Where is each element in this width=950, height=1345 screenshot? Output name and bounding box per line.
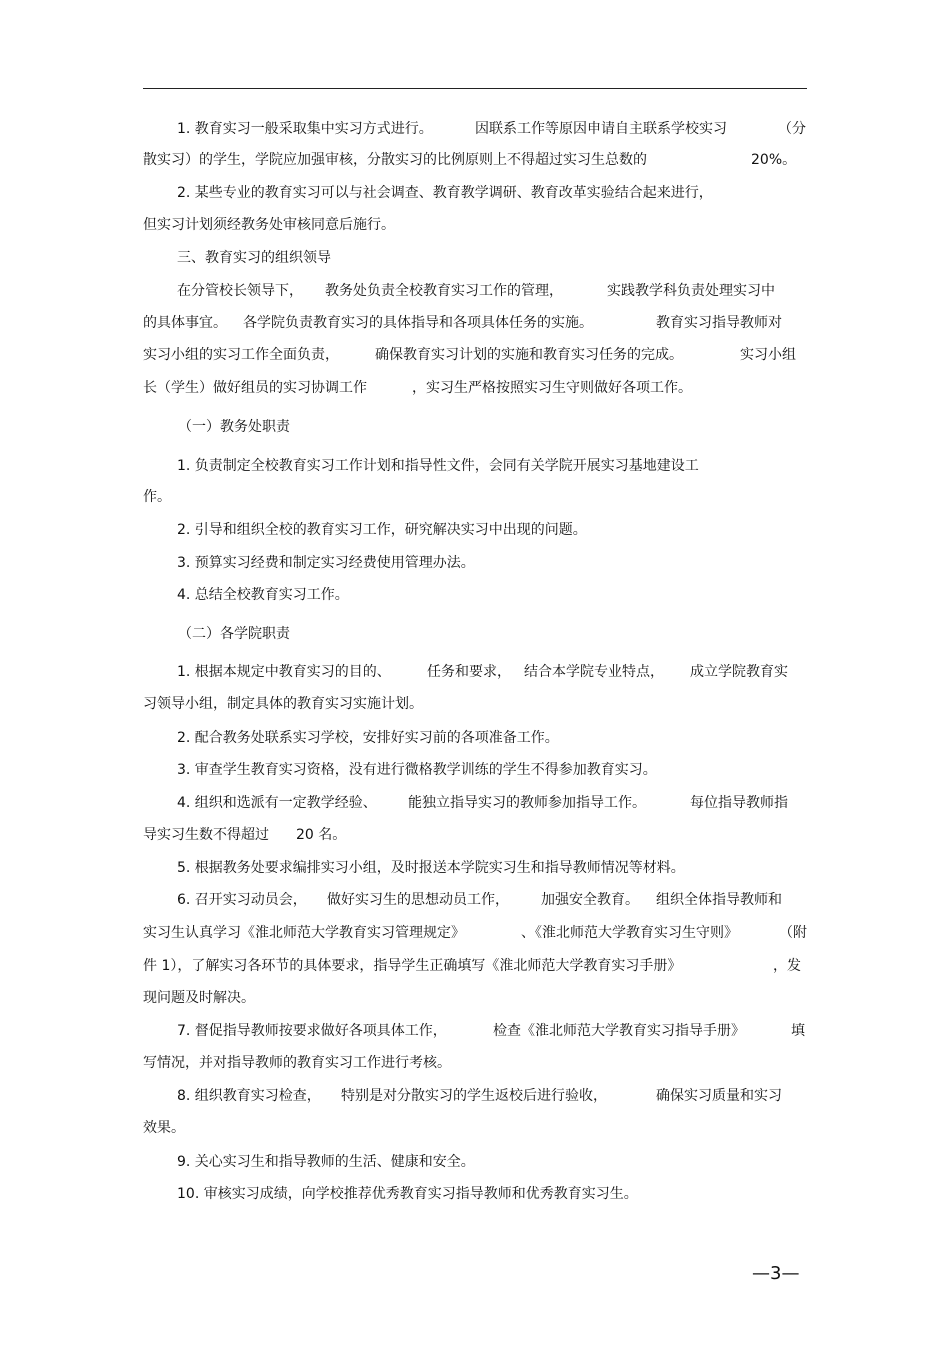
text-segment: 任务和要求， <box>427 664 511 680</box>
text-segment: 20%。 <box>751 152 797 168</box>
text-segment: 特别是对分散实习的学生返校后进行验收， <box>341 1088 607 1104</box>
text-segment: 的具体事宜。 <box>143 315 227 331</box>
text-segment: （一）教务处职责 <box>178 419 290 435</box>
page-number: —3— <box>752 1263 800 1284</box>
text-segment: 成立学院教育实 <box>690 664 788 680</box>
text-segment: 6. 召开实习动员会， <box>177 892 307 908</box>
text-segment: 长（学生）做好组员的实习协调工作 <box>143 380 367 396</box>
text-segment: 组织全体指导教师和 <box>656 892 782 908</box>
text-segment: 三、教育实习的组织领导 <box>177 250 331 266</box>
text-segment: 3. 预算实习经费和制定实习经费使用管理办法。 <box>177 555 475 571</box>
text-segment: 效果。 <box>143 1120 185 1136</box>
text-segment: 教育实习指导教师对 <box>656 315 782 331</box>
text-segment: 件 1），了解实习各环节的具体要求，指导学生正确填写《淮北师范大学教育实习手册》 <box>143 958 682 974</box>
text-segment: 4. 总结全校教育实习工作。 <box>177 587 349 603</box>
text-segment: 1. 根据本规定中教育实习的目的、 <box>177 664 391 680</box>
text-segment: 确保教育实习计划的实施和教育实习任务的完成。 <box>375 347 683 363</box>
text-segment: 3. 审查学生教育实习资格，没有进行微格教学训练的学生不得参加教育实习。 <box>177 762 657 778</box>
text-segment: （二）各学院职责 <box>178 626 290 642</box>
text-segment: 检查《淮北师范大学教育实习指导手册》 <box>493 1023 745 1039</box>
text-segment: 在分管校长领导下， <box>177 283 303 299</box>
text-segment: 实习生认真学习《淮北师范大学教育实习管理规定》 <box>143 925 465 941</box>
text-segment: 实践教学科负责处理实习中 <box>607 283 775 299</box>
text-segment: 10. 审核实习成绩，向学校推荐优秀教育实习指导教师和优秀教育实习生。 <box>177 1186 638 1202</box>
text-segment: 但实习计划须经教务处审核同意后施行。 <box>143 217 395 233</box>
text-segment: 做好实习生的思想动员工作， <box>327 892 509 908</box>
text-segment: （分 <box>778 121 806 137</box>
text-segment: 确保实习质量和实习 <box>656 1088 782 1104</box>
text-segment: 散实习）的学生，学院应加强审核，分散实习的比例原则上不得超过实习生总数的 <box>143 152 647 168</box>
text-segment: 每位指导教师指 <box>690 795 788 811</box>
text-segment: （附 <box>779 925 807 941</box>
text-segment: 加强安全教育。 <box>541 892 639 908</box>
text-segment: 8. 组织教育实习检查， <box>177 1088 321 1104</box>
text-segment: 1. 负责制定全校教育实习工作计划和指导性文件，会同有关学院开展实习基地建设工 <box>177 458 699 474</box>
text-segment: 结合本学院专业特点， <box>524 664 664 680</box>
text-segment: 实习小组的实习工作全面负责， <box>143 347 339 363</box>
text-segment: 现问题及时解决。 <box>143 990 255 1006</box>
text-segment: 各学院负责教育实习的具体指导和各项具体任务的实施。 <box>243 315 593 331</box>
text-segment: ，实习生严格按照实习生守则做好各项工作。 <box>412 380 692 396</box>
text-segment: 20 名。 <box>296 827 347 843</box>
text-segment: 7. 督促指导教师按要求做好各项具体工作， <box>177 1023 447 1039</box>
text-segment: 实习小组 <box>740 347 796 363</box>
text-segment: 1. 教育实习一般采取集中实习方式进行。 <box>177 121 433 137</box>
text-segment: ，发 <box>773 958 801 974</box>
text-segment: 9. 关心实习生和指导教师的生活、健康和安全。 <box>177 1154 475 1170</box>
text-segment: 因联系工作等原因申请自主联系学校实习 <box>475 121 727 137</box>
text-segment: 2. 某些专业的教育实习可以与社会调查、教育教学调研、教育改革实验结合起来进行， <box>177 185 713 201</box>
text-segment: 、《淮北师范大学教育实习生守则》 <box>521 925 738 941</box>
text-segment: 导实习生数不得超过 <box>143 827 269 843</box>
text-segment: 教务处负责全校教育实习工作的管理， <box>325 283 563 299</box>
text-segment: 写情况，并对指导教师的教育实习工作进行考核。 <box>143 1055 451 1071</box>
text-segment: 5. 根据教务处要求编排实习小组，及时报送本学院实习生和指导教师情况等材料。 <box>177 860 685 876</box>
text-segment: 2. 引导和组织全校的教育实习工作，研究解决实习中出现的问题。 <box>177 522 587 538</box>
text-segment: 4. 组织和选派有一定教学经验、 <box>177 795 377 811</box>
header-rule <box>143 88 807 89</box>
text-segment: 2. 配合教务处联系实习学校，安排好实习前的各项准备工作。 <box>177 730 559 746</box>
text-segment: 习领导小组，制定具体的教育实习实施计划。 <box>143 696 423 712</box>
text-segment: 能独立指导实习的教师参加指导工作。 <box>408 795 646 811</box>
text-segment: 作。 <box>143 489 171 505</box>
text-segment: 填 <box>791 1023 805 1039</box>
